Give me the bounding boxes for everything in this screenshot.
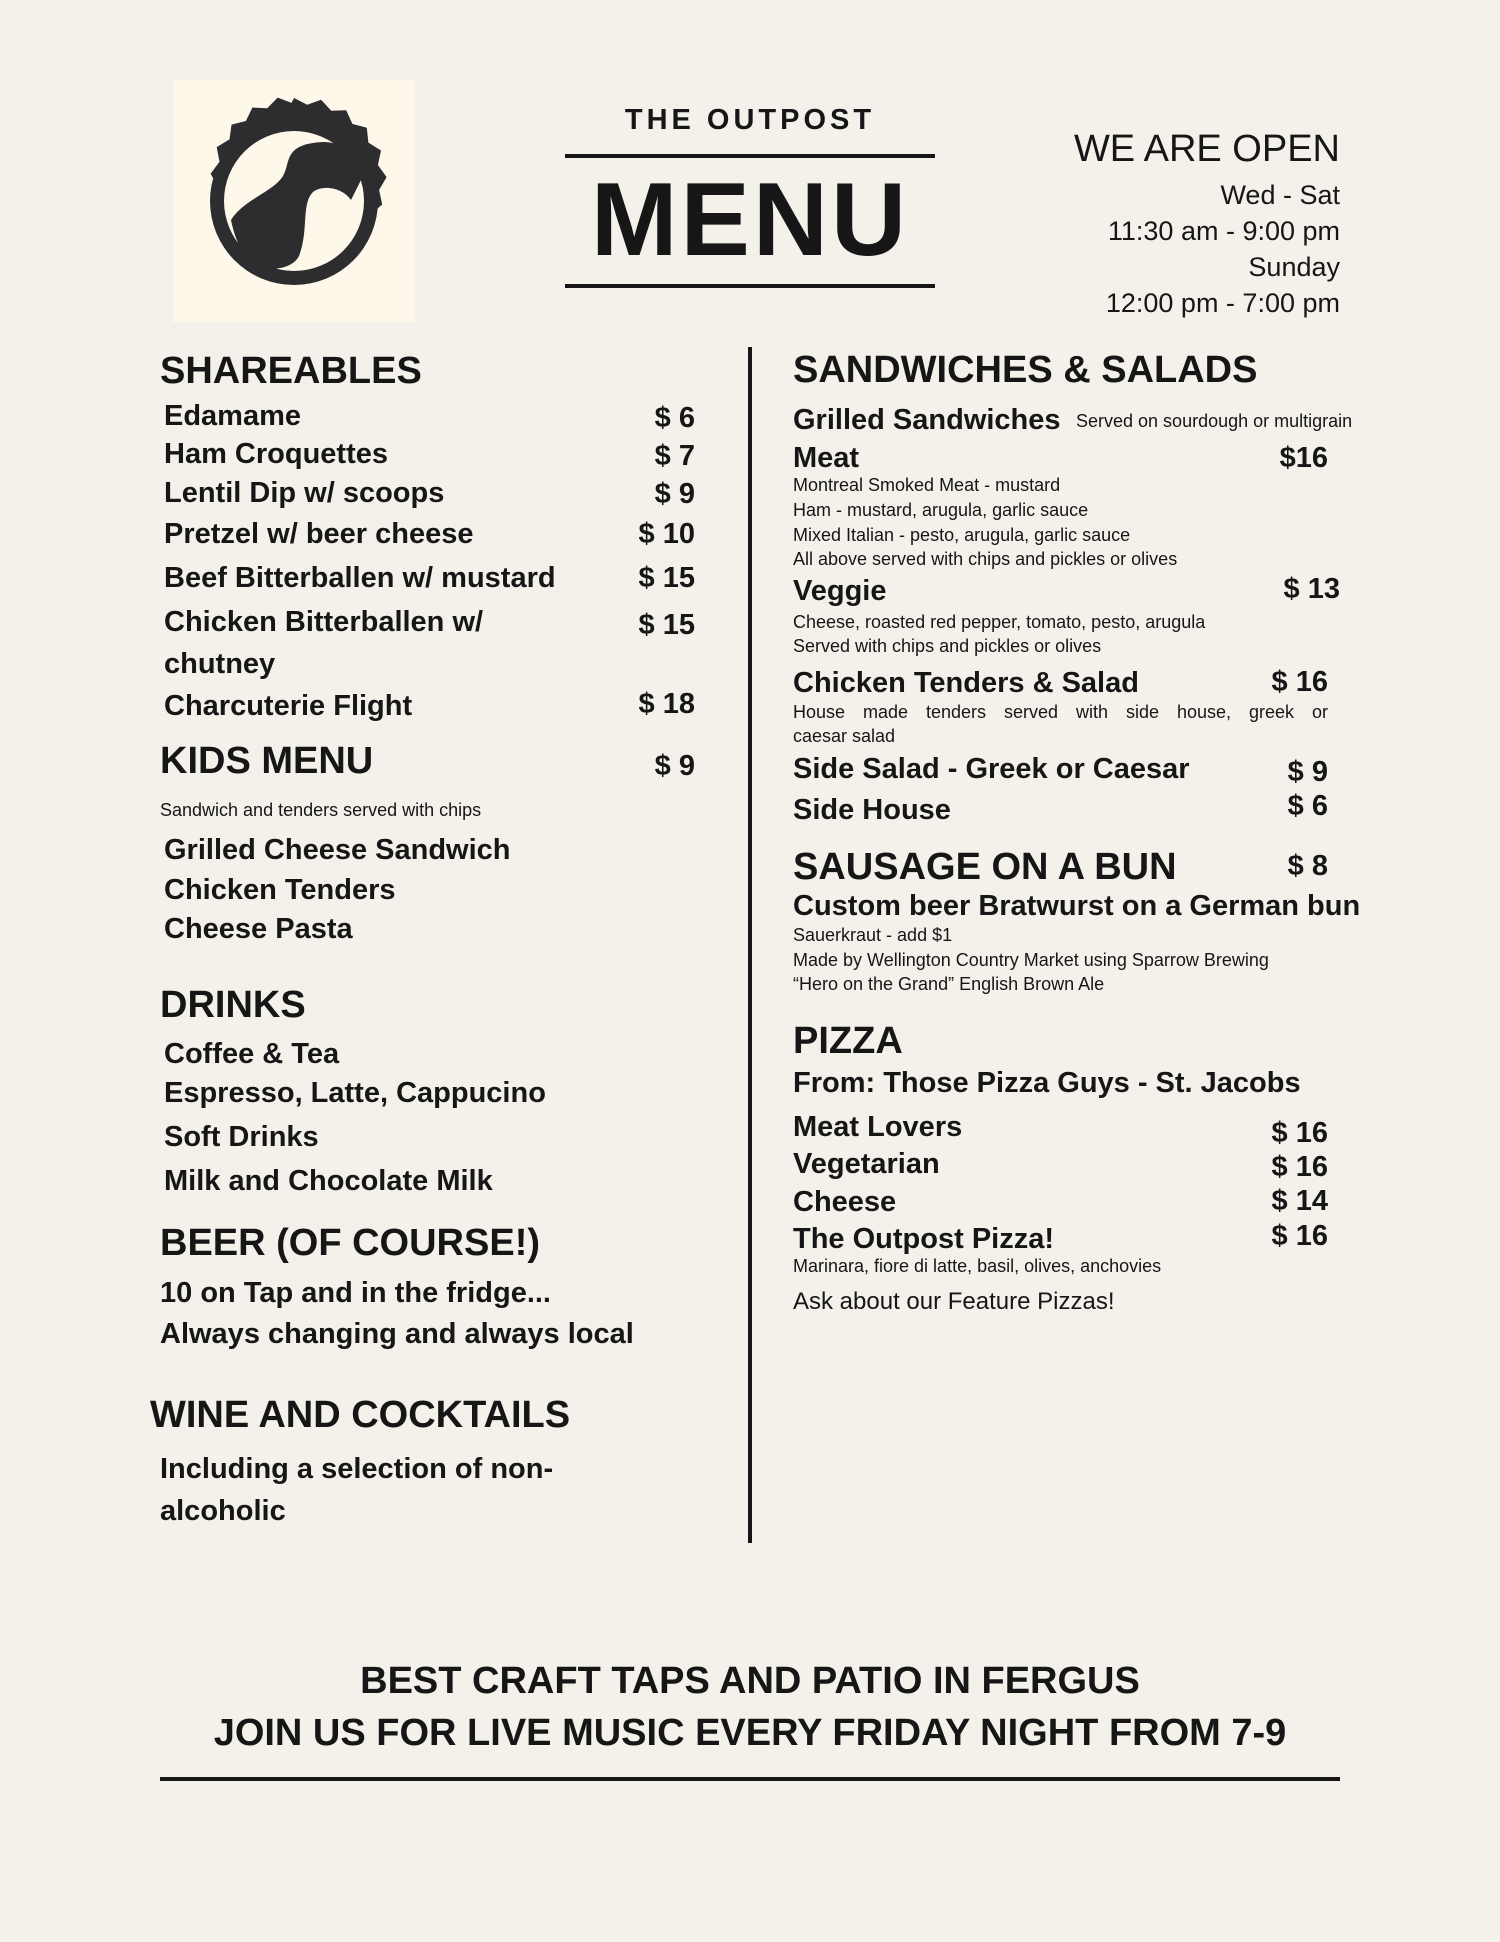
menu-item-name: Charcuterie Flight bbox=[164, 690, 413, 722]
menu-item-desc: Served with chips and pickles or olives bbox=[793, 636, 1102, 656]
section-title-kids: KIDS MENU bbox=[160, 740, 374, 782]
wine-line: alcoholic bbox=[160, 1495, 286, 1527]
section-title-beer: BEER (OF COURSE!) bbox=[160, 1222, 540, 1264]
page-title: MENU bbox=[590, 162, 910, 278]
feature-pizza-note: Ask about our Feature Pizzas! bbox=[793, 1288, 1115, 1315]
section-title-sausage: SAUSAGE ON A BUN bbox=[793, 846, 1177, 888]
hours-time-1: 11:30 am - 9:00 pm bbox=[1107, 216, 1340, 246]
menu-item-desc: Montreal Smoked Meat - mustard bbox=[793, 475, 1061, 495]
sausage-desc: Sauerkraut - add $1 bbox=[793, 925, 953, 945]
menu-item-desc: Cheese, roasted red pepper, tomato, pesto, arugula bbox=[793, 612, 1206, 632]
menu-item-name: Veggie bbox=[793, 575, 887, 607]
menu-item-price: $16 bbox=[1279, 442, 1328, 474]
footer-rule bbox=[160, 1777, 1340, 1781]
menu-item-price: $ 18 bbox=[638, 688, 695, 720]
menu-item-name: Pretzel w/ beer cheese bbox=[164, 518, 474, 550]
kids-note: Sandwich and tenders served with chips bbox=[160, 800, 482, 820]
drink-item: Milk and Chocolate Milk bbox=[164, 1165, 493, 1197]
sausage-price: $ 8 bbox=[1287, 850, 1328, 882]
column-divider bbox=[748, 347, 752, 1543]
logo bbox=[173, 80, 415, 322]
pizza-item-price: $ 16 bbox=[1271, 1117, 1328, 1149]
menu-item-name: Chicken Tenders & Salad bbox=[793, 667, 1139, 699]
menu-item-desc: Ham - mustard, arugula, garlic sauce bbox=[793, 500, 1089, 520]
menu-item-desc: caesar salad bbox=[793, 726, 896, 746]
menu-item-price: $ 9 bbox=[1287, 756, 1328, 788]
hours-days-1: Wed - Sat bbox=[1220, 180, 1340, 210]
hours-title: WE ARE OPEN bbox=[1073, 128, 1340, 170]
pizza-item-name: The Outpost Pizza! bbox=[793, 1223, 1054, 1255]
pizza-item-price: $ 16 bbox=[1271, 1220, 1328, 1252]
pizza-subtitle: From: Those Pizza Guys - St. Jacobs bbox=[793, 1067, 1301, 1099]
title-rule-top bbox=[565, 154, 935, 158]
sun-s-logo-icon bbox=[173, 80, 415, 322]
beer-line: 10 on Tap and in the fridge... bbox=[160, 1277, 551, 1309]
sausage-desc: “Hero on the Grand” English Brown Ale bbox=[793, 974, 1105, 994]
hours-days-2: Sunday bbox=[1248, 252, 1340, 282]
menu-item-price: $ 9 bbox=[654, 478, 695, 510]
sausage-subtitle: Custom beer Bratwurst on a German bun bbox=[793, 890, 1361, 922]
hours-time-2: 12:00 pm - 7:00 pm bbox=[1105, 288, 1340, 318]
menu-item-name: Side Salad - Greek or Caesar bbox=[793, 753, 1190, 785]
menu-item-price: $ 6 bbox=[654, 402, 695, 434]
pizza-item-name: Vegetarian bbox=[793, 1148, 940, 1180]
menu-item-name: Lentil Dip w/ scoops bbox=[164, 477, 445, 509]
menu-item-name: Chicken Bitterballen w/ bbox=[164, 606, 484, 638]
pizza-item-price: $ 16 bbox=[1271, 1151, 1328, 1183]
grilled-label: Grilled Sandwiches bbox=[793, 404, 1061, 436]
kids-item: Grilled Cheese Sandwich bbox=[164, 834, 511, 866]
menu-item-price: $ 15 bbox=[638, 562, 695, 594]
menu-item-name: Edamame bbox=[164, 400, 302, 432]
section-title-drinks: DRINKS bbox=[160, 984, 306, 1026]
menu-item-price: $ 7 bbox=[654, 440, 695, 472]
menu-item-price: $ 10 bbox=[638, 518, 695, 550]
pizza-item-name: Meat Lovers bbox=[793, 1111, 963, 1143]
menu-item-name: Meat bbox=[793, 442, 860, 474]
kids-item: Chicken Tenders bbox=[164, 874, 396, 906]
menu-item-price: $ 15 bbox=[638, 609, 695, 641]
section-title-wine: WINE AND COCKTAILS bbox=[150, 1394, 571, 1436]
pizza-item-price: $ 14 bbox=[1271, 1185, 1328, 1217]
drink-item: Coffee & Tea bbox=[164, 1038, 340, 1070]
grilled-note: Served on sourdough or multigrain bbox=[1076, 411, 1353, 431]
menu-item-desc: House made tenders served with side house, greek or bbox=[793, 702, 1328, 722]
title-rule-bottom bbox=[565, 284, 935, 288]
menu-item-name: Beef Bitterballen w/ mustard bbox=[164, 562, 556, 594]
menu-item-name: Ham Croquettes bbox=[164, 438, 388, 470]
pizza-item-desc: Marinara, fiore di latte, basil, olives, anchovies bbox=[793, 1256, 1162, 1276]
section-title-shareables: SHAREABLES bbox=[160, 350, 422, 392]
footer-tagline: BEST CRAFT TAPS AND PATIO IN FERGUS bbox=[360, 1660, 1140, 1702]
menu-item-name: Side House bbox=[793, 794, 951, 826]
menu-item-price: $ 13 bbox=[1283, 573, 1340, 605]
kids-item: Cheese Pasta bbox=[164, 913, 353, 945]
menu-item-price: $ 6 bbox=[1287, 790, 1328, 822]
brand-name: THE OUTPOST bbox=[624, 104, 876, 136]
drink-item: Soft Drinks bbox=[164, 1121, 319, 1153]
wine-line: Including a selection of non- bbox=[160, 1453, 554, 1485]
kids-price: $ 9 bbox=[654, 750, 695, 782]
sausage-desc: Made by Wellington Country Market using Sparrow Brewing bbox=[793, 950, 1269, 970]
section-title-pizza: PIZZA bbox=[793, 1020, 903, 1062]
menu-item-desc: All above served with chips and pickles or olives bbox=[793, 549, 1178, 569]
section-title-sandwiches: SANDWICHES & SALADS bbox=[793, 349, 1258, 391]
menu-item-price: $ 16 bbox=[1271, 666, 1328, 698]
menu-item-name-cont: chutney bbox=[164, 648, 276, 680]
menu-item-desc: Mixed Italian - pesto, arugula, garlic sauce bbox=[793, 525, 1131, 545]
beer-line: Always changing and always local bbox=[160, 1318, 634, 1350]
footer-live-music: JOIN US FOR LIVE MUSIC EVERY FRIDAY NIGHT FROM 7-9 bbox=[213, 1712, 1287, 1754]
pizza-item-name: Cheese bbox=[793, 1186, 897, 1218]
drink-item: Espresso, Latte, Cappucino bbox=[164, 1077, 546, 1109]
